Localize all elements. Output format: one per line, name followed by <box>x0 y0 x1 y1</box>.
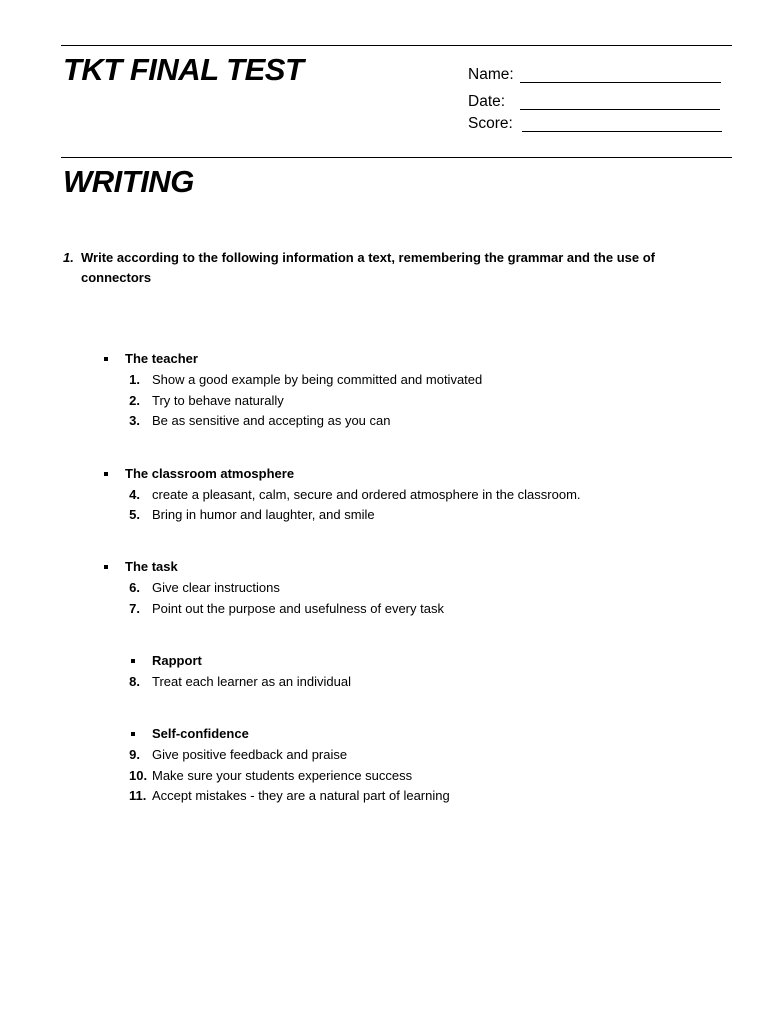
date-field <box>468 94 505 110</box>
date-label: Date: <box>468 93 506 110</box>
section-divider <box>61 157 732 158</box>
square-bullet-icon <box>104 565 108 569</box>
item-text: Be as sensitive and accepting as you can <box>152 413 391 428</box>
group-heading-label: The task <box>125 559 178 574</box>
score-blank-line <box>522 131 722 132</box>
square-bullet-icon <box>131 732 135 736</box>
square-bullet-icon <box>131 659 135 663</box>
item-text: create a pleasant, calm, secure and ordered atmosphere in the classroom. <box>152 487 581 502</box>
item-number: 9. <box>129 747 140 762</box>
item-text: Accept mistakes - they are a natural part of learning <box>152 788 450 803</box>
date-blank-line <box>520 109 720 110</box>
group-heading-label: The classroom atmosphere <box>125 466 295 481</box>
item-number: 8. <box>129 674 140 689</box>
item-text: Show a good example by being committed and motivated <box>152 372 483 387</box>
item-number: 4. <box>129 487 140 502</box>
item-number: 11. <box>129 788 147 803</box>
item-number: 10. <box>129 768 148 783</box>
top-divider <box>61 45 732 46</box>
item-number: 2. <box>129 393 140 408</box>
item-number: 1. <box>129 372 140 387</box>
square-bullet-icon <box>104 472 108 476</box>
score-field <box>468 116 513 132</box>
item-text: Treat each learner as an individual <box>152 674 351 689</box>
name-blank-line <box>520 82 721 83</box>
group-heading-label: Self-confidence <box>152 726 249 741</box>
item-text: Bring in humor and laughter, and smile <box>152 507 375 522</box>
item-number: 3. <box>129 413 140 428</box>
item-number: 6. <box>129 580 140 595</box>
section-title: WRITING <box>63 164 194 199</box>
item-number: 7. <box>129 601 140 616</box>
item-text: Give positive feedback and praise <box>152 747 348 762</box>
square-bullet-icon <box>104 357 108 361</box>
group-heading-label: The teacher <box>125 351 198 366</box>
item-text: Make sure your students experience success <box>152 768 413 783</box>
name-field <box>468 67 514 83</box>
group-heading-label: Rapport <box>152 653 202 668</box>
document-title: TKT FINAL TEST <box>63 52 304 87</box>
score-label: Score: <box>468 115 513 132</box>
item-text: Give clear instructions <box>152 580 280 595</box>
item-number: 5. <box>129 507 140 522</box>
instruction-number: 1. <box>63 250 74 265</box>
item-text: Try to behave naturally <box>152 393 284 408</box>
item-text: Point out the purpose and usefulness of every task <box>152 601 444 616</box>
name-label: Name: <box>468 66 514 83</box>
instruction-text: Write according to the following information a text, remembering the grammar and the use of connectors <box>81 250 655 285</box>
